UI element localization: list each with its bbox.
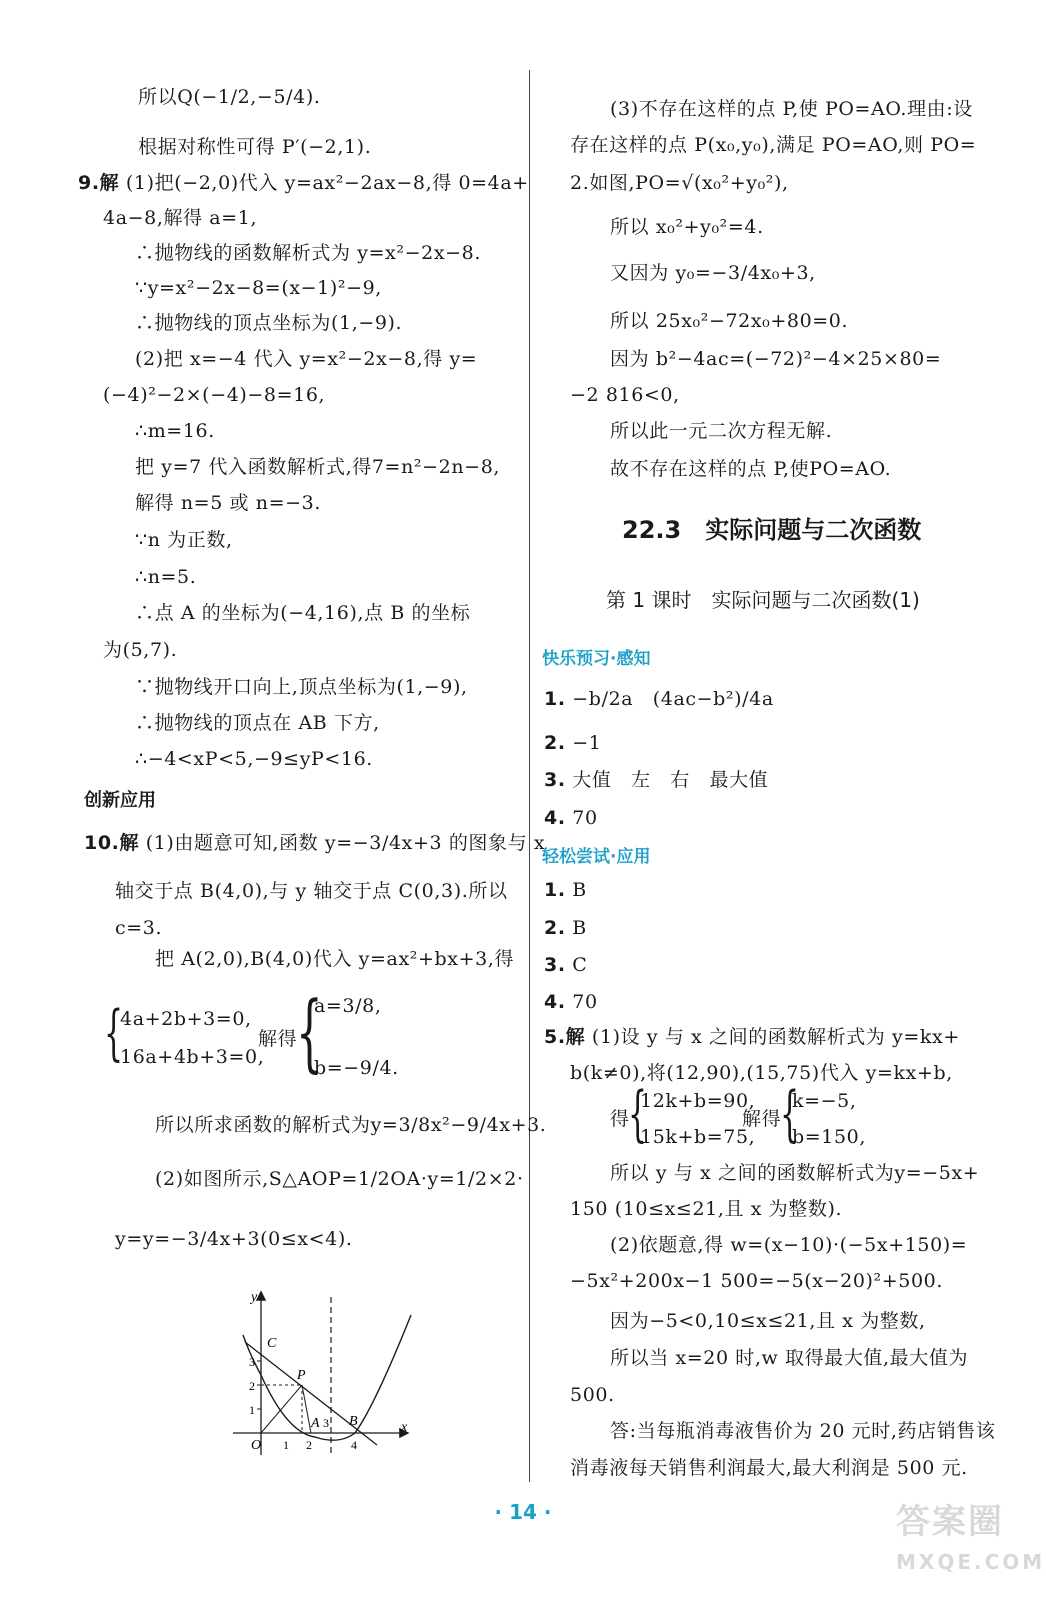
text-line: ∵y=x²−2x−8=(x−1)²−9, (135, 277, 382, 299)
answer-number: 1. (544, 879, 566, 901)
text-line: 得 (610, 1108, 630, 1130)
text-line: 把 y=7 代入函数解析式,得7=n²−2n−8, (135, 456, 501, 478)
text-line: 所以 y 与 x 之间的函数解析式为y=−5x+ (610, 1162, 980, 1184)
answer-number: 2. (544, 732, 566, 754)
text-line: ∴点 A 的坐标为(−4,16),点 B 的坐标 (135, 602, 471, 624)
equation: b=150, (792, 1126, 866, 1148)
text-line: ∴−4<xP<5,−9≤yP<16. (135, 748, 373, 770)
text-line: b(k≠0),将(12,90),(15,75)代入 y=kx+b, (570, 1062, 953, 1084)
answer-text: B (572, 917, 587, 939)
answer-number: 3. (544, 954, 566, 976)
equation: 4a+2b+3=0, (120, 1008, 252, 1030)
text-line: 所以 x₀²+y₀²=4. (610, 216, 764, 238)
brace: { (628, 1079, 648, 1149)
text-line: (1)把(−2,0)代入 y=ax²−2ax−8,得 0=4a+ (125, 172, 529, 194)
segment-op (261, 1385, 302, 1433)
text-line: c=3. (115, 917, 163, 939)
x-tick-label: 3 (323, 1416, 329, 1430)
answer-number: 2. (544, 917, 566, 939)
answer-1 (544, 686, 774, 712)
text-line: 因为−5<0,10≤x≤21,且 x 为整数, (610, 1310, 926, 1332)
practice-heading: 轻松尝试·应用 (542, 847, 651, 867)
text-line: ∵抛物线开口向上,顶点坐标为(1,−9), (135, 676, 468, 698)
question-number: 10. (84, 832, 120, 854)
text-line: (2)如图所示,S△AOP=1/2OA·y=1/2×2· (155, 1168, 524, 1190)
text-line: 所以Q(−1/2,−5/4). (138, 86, 321, 108)
equation: b=−9/4. (314, 1057, 399, 1079)
text-line: 解得 (258, 1028, 298, 1050)
text-line: y=y=−3/4x+3(0≤x<4). (115, 1228, 353, 1250)
text-line: (1)由题意可知,函数 y=−3/4x+3 的图象与 x (145, 832, 546, 854)
text-line: (1)设 y 与 x 之间的函数解析式为 y=kx+ (591, 1026, 960, 1048)
text-line: 500. (570, 1384, 615, 1406)
text-line: 根据对称性可得 P′(−2,1). (138, 136, 372, 158)
answer-number: 5. (544, 1026, 566, 1048)
answer-4 (544, 989, 598, 1015)
answer-4 (544, 805, 598, 831)
text-line: 把 A(2,0),B(4,0)代入 y=ax²+bx+3,得 (155, 948, 515, 970)
text-line: ∴抛物线的函数解析式为 y=x²−2x−8. (135, 242, 481, 264)
x-tick-label: 2 (306, 1438, 312, 1452)
text-line: 所以所求函数的解析式为y=3/8x²−9/4x+3. (155, 1114, 547, 1136)
question-number: 9. (78, 172, 100, 194)
answer-number: 4. (544, 807, 566, 829)
text-line: ∴抛物线的顶点在 AB 下方, (135, 712, 380, 734)
point-c-label: C (267, 1336, 277, 1351)
text-line: ∴m=16. (135, 420, 215, 442)
answer-text: B (572, 879, 587, 901)
point-p-label: P (297, 1368, 306, 1383)
brace: { (104, 998, 124, 1068)
point-b-label: B (349, 1414, 358, 1429)
answer-text: 70 (572, 807, 598, 829)
y-tick-label: 1 (249, 1403, 255, 1417)
text-line: (2)把 x=−4 代入 y=x²−2x−8,得 y= (135, 348, 478, 370)
text-line: ∴抛物线的顶点坐标为(1,−9). (135, 312, 403, 334)
preview-heading: 快乐预习·感知 (542, 649, 651, 669)
question-9 (78, 170, 529, 196)
solution-label: 解 (119, 832, 140, 854)
text-line: 所以当 x=20 时,w 取得最大值,最大值为 (610, 1347, 969, 1369)
answer-text: 70 (572, 991, 598, 1013)
question-10 (84, 830, 545, 856)
text-line: 2.如图,PO=√(x₀²+y₀²), (570, 172, 789, 194)
text-line: ∴n=5. (135, 566, 197, 588)
text-line: 150 (10≤x≤21,且 x 为整数). (570, 1198, 843, 1220)
text-line: −5x²+200x−1 500=−5(x−20)²+500. (570, 1270, 943, 1292)
text-line: 消毒液每天销售利润最大,最大利润是 500 元. (570, 1457, 968, 1479)
text-line: −2 816<0, (570, 384, 680, 406)
answer-number: 4. (544, 991, 566, 1013)
equation: k=−5, (792, 1090, 857, 1112)
lesson-title: 第 1 课时 实际问题与二次函数(1) (606, 588, 920, 612)
watermark-url: MXQE.COM (896, 1550, 1046, 1574)
text-line: 所以此一元二次方程无解. (610, 420, 833, 442)
text-line: 又因为 y₀=−3/4x₀+3, (610, 262, 816, 284)
y-axis-label: y (251, 1290, 258, 1305)
text-line: 解得 (742, 1108, 782, 1130)
answer-2 (544, 915, 587, 941)
answer-number: 3. (544, 769, 566, 791)
watermark-logo (896, 1490, 1046, 1590)
text-line: 4a−8,解得 a=1, (103, 207, 258, 229)
text-line: 答:当每瓶消毒液售价为 20 元时,药店销售该 (610, 1420, 996, 1442)
function-graph (215, 1285, 425, 1465)
answer-3 (544, 952, 587, 978)
answer-1 (544, 877, 587, 903)
answer-3 (544, 767, 768, 793)
equation: 12k+b=90, (640, 1090, 756, 1112)
text-line: 解得 n=5 或 n=−3. (135, 492, 321, 514)
section-title: 22.3 实际问题与二次函数 (622, 516, 922, 544)
answer-5 (544, 1024, 960, 1050)
brace: { (780, 1079, 800, 1149)
y-tick-label: 3 (249, 1355, 255, 1369)
answer-number: 1. (544, 688, 566, 710)
text-line: 所以 25x₀²−72x₀+80=0. (610, 310, 849, 332)
equation: 16a+4b+3=0, (120, 1046, 265, 1068)
equation: a=3/8, (314, 995, 382, 1017)
answer-text: C (572, 954, 588, 976)
solution-label: 解 (565, 1026, 586, 1048)
answer-2 (544, 730, 602, 756)
point-a-label: A (311, 1416, 320, 1431)
solution-label: 解 (99, 172, 120, 194)
text-line: 因为 b²−4ac=(−72)²−4×25×80= (610, 348, 942, 370)
origin-label: O (251, 1438, 262, 1453)
text-line: ∵n 为正数, (135, 529, 233, 551)
x-tick-label: 1 (283, 1438, 289, 1452)
text-line: (3)不存在这样的点 P,使 PO=AO.理由:设 (610, 98, 973, 120)
y-tick-label: 2 (249, 1379, 255, 1393)
answer-text: 大值 左 右 最大值 (572, 769, 769, 791)
page-number: · 14 · (494, 1500, 552, 1524)
answer-text: −1 (572, 732, 602, 754)
column-divider (529, 70, 530, 1482)
text-line: 故不存在这样的点 P,使PO=AO. (610, 458, 892, 480)
text-line: 存在这样的点 P(x₀,y₀),满足 PO=AO,则 PO= (570, 134, 977, 156)
brace: { (296, 983, 323, 1081)
text-line: (−4)²−2×(−4)−8=16, (103, 384, 326, 406)
x-axis-label: x (401, 1420, 408, 1435)
text-line: 为(5,7). (103, 639, 178, 661)
watermark-text: 答案圈 (896, 1502, 1004, 1542)
text-line: 轴交于点 B(4,0),与 y 轴交于点 C(0,3).所以 (115, 880, 508, 902)
section-heading-innovation: 创新应用 (84, 790, 156, 811)
answer-text: −b/2a (4ac−b²)/4a (572, 688, 774, 710)
equation: 15k+b=75, (640, 1126, 756, 1148)
text-line: (2)依题意,得 w=(x−10)·(−5x+150)= (610, 1234, 968, 1256)
x-tick-label: 4 (351, 1438, 357, 1452)
